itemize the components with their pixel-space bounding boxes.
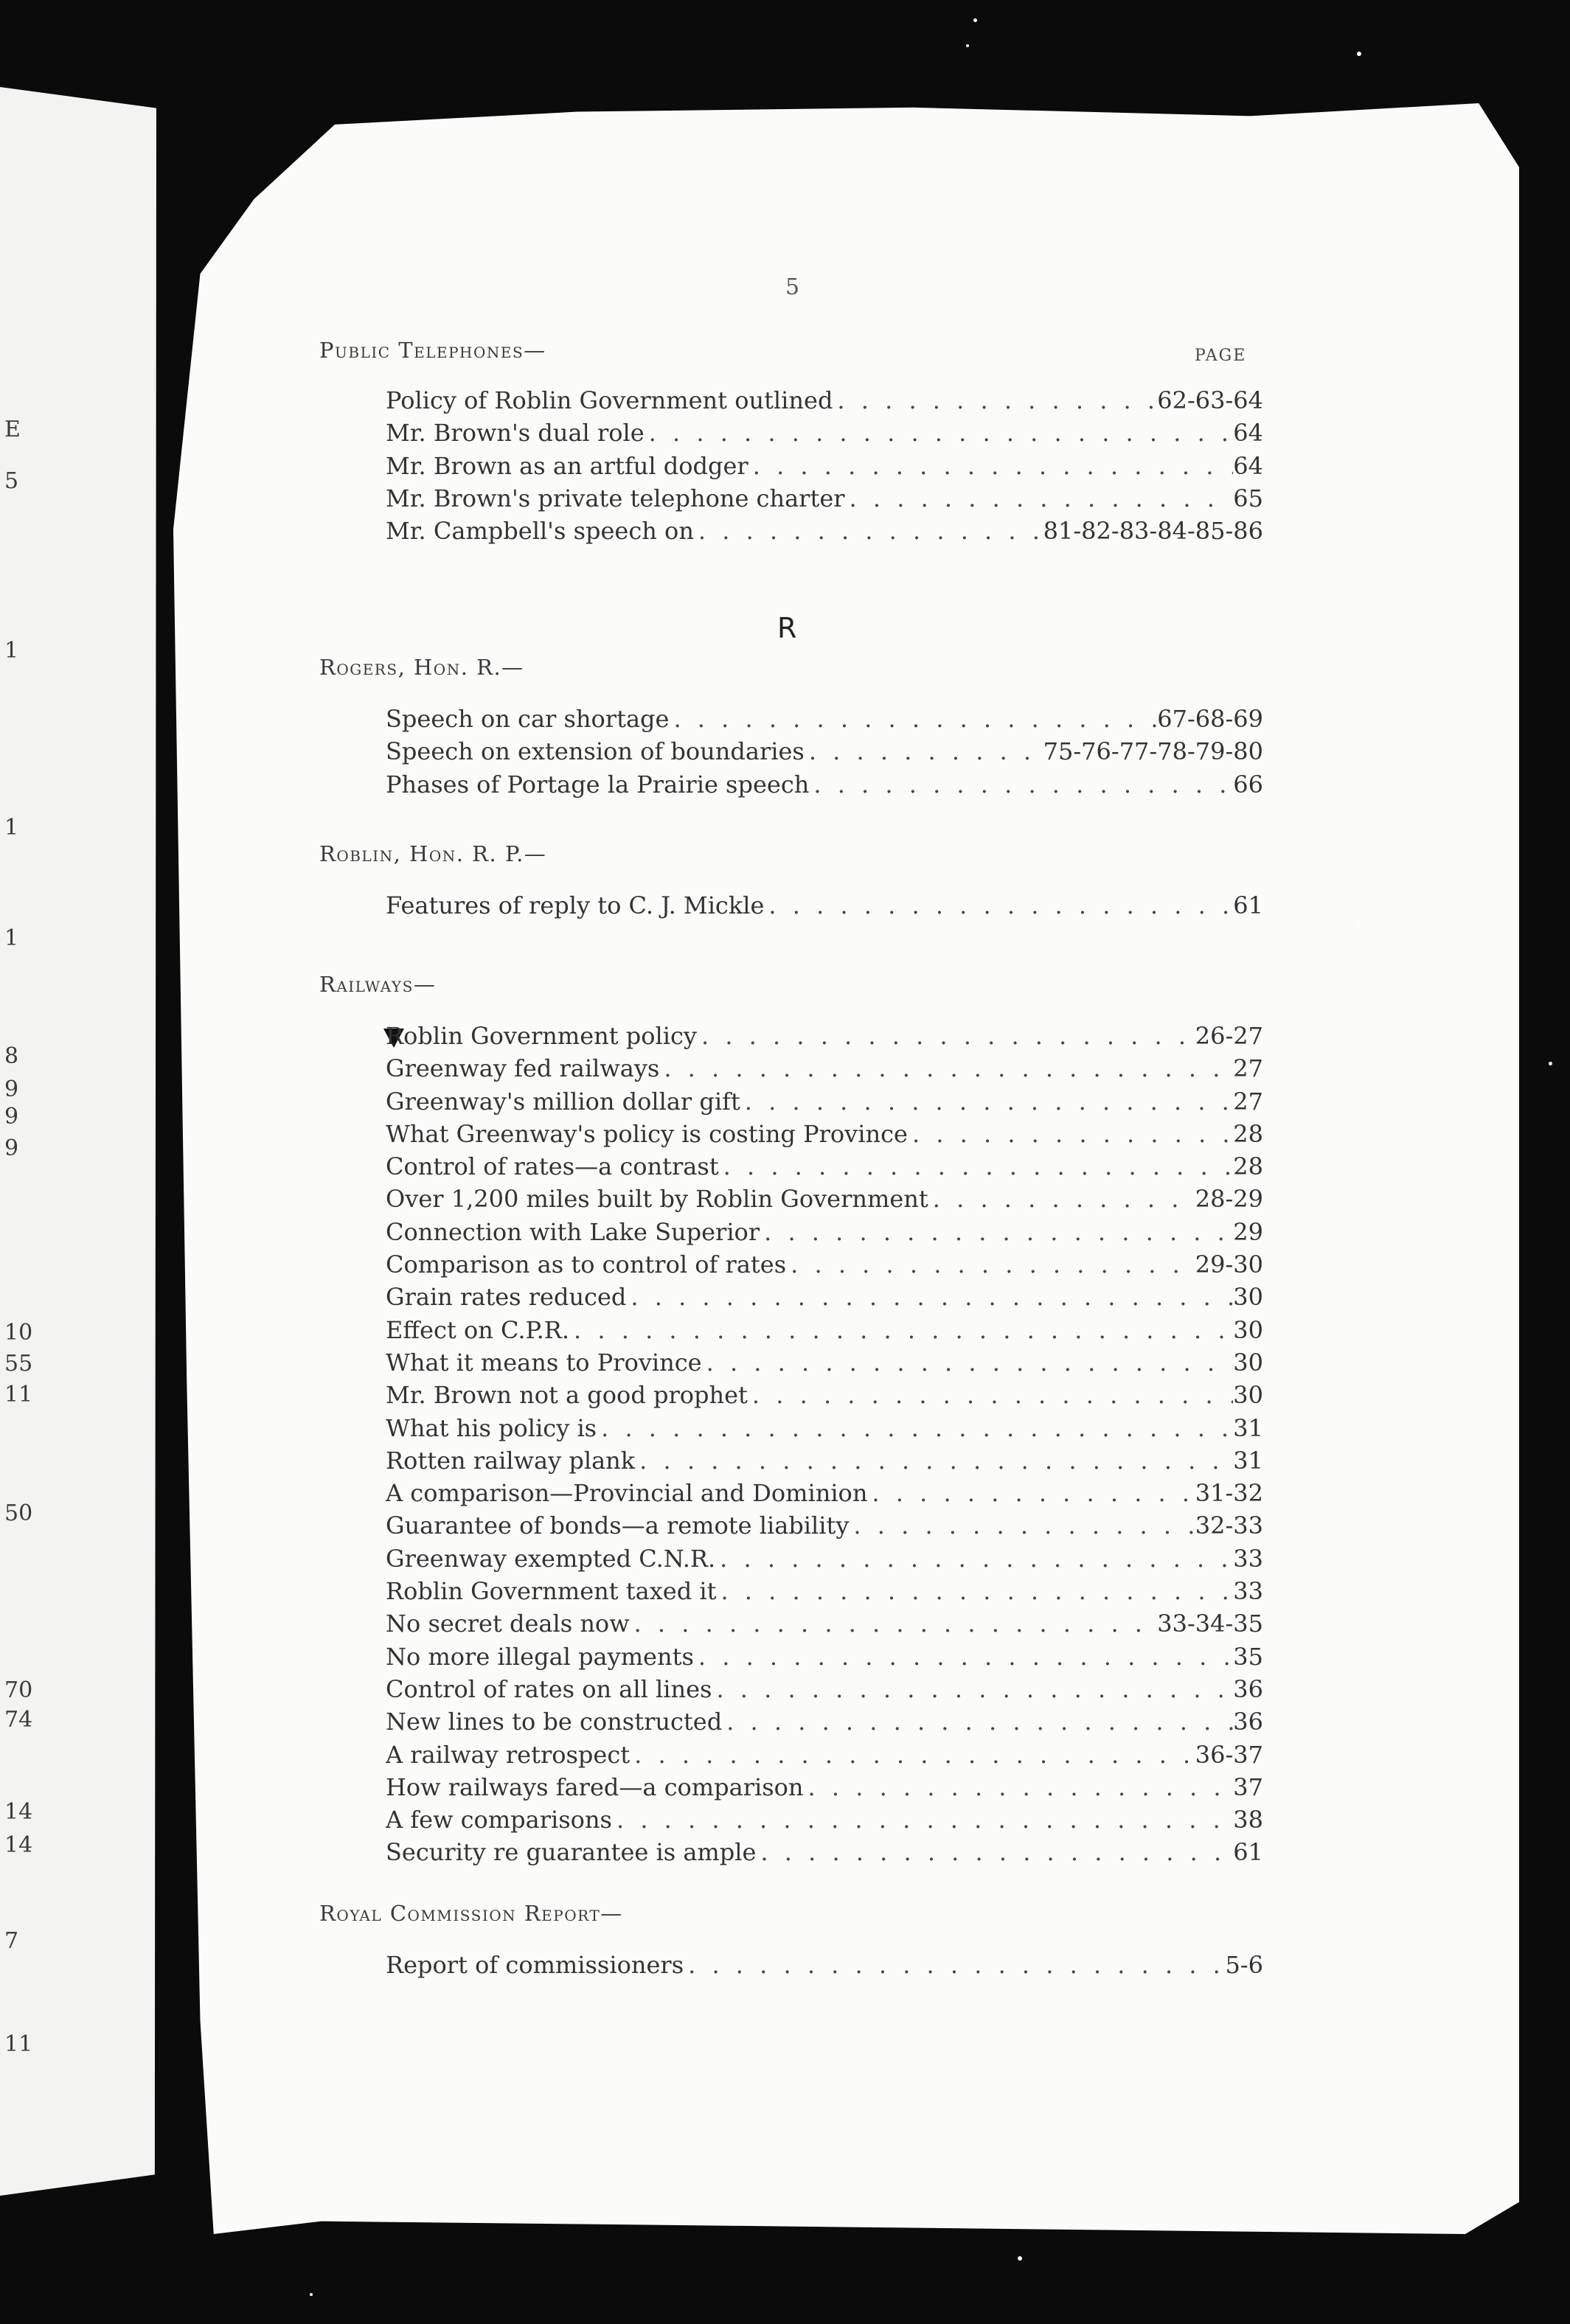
letter-heading: R (777, 612, 797, 644)
entry-pages: 36 (1233, 1708, 1263, 1736)
leader-dots (740, 1085, 1233, 1118)
index-entry (386, 768, 1263, 801)
entry-pages: 29-30 (1195, 1250, 1263, 1279)
entry-title: Mr. Brown not a good prophet (386, 1381, 748, 1410)
index-entry (386, 1314, 1263, 1346)
entry-title: Greenway's million dollar gift (386, 1087, 740, 1116)
index-entry (386, 889, 1263, 922)
leader-dots (716, 1575, 1233, 1607)
index-entry (386, 1575, 1263, 1607)
entry-title: Rotten railway plank (386, 1446, 636, 1475)
entry-title: Over 1,200 miles built by Roblin Government (386, 1185, 928, 1214)
leader-dots (845, 482, 1234, 515)
speck-mark (1357, 52, 1361, 56)
index-entry (386, 1477, 1263, 1509)
index-entry (386, 1118, 1263, 1150)
leader-dots (908, 1118, 1233, 1150)
entry-pages: 27 (1233, 1054, 1263, 1083)
previous-page-number: 10 (4, 1320, 33, 1346)
entry-title: Greenway exempted C.N.R. (386, 1544, 716, 1573)
entry-pages: 36-37 (1195, 1740, 1263, 1769)
entry-title: Greenway fed railways (386, 1054, 660, 1083)
index-entry (386, 515, 1263, 547)
leader-dots (635, 1444, 1233, 1477)
entry-title: Mr. Brown's dual role (386, 419, 645, 448)
page-column-label: PAGE (1195, 347, 1247, 365)
index-entry (386, 1052, 1263, 1085)
entry-title: A railway retrospect (386, 1740, 631, 1769)
index-entry (386, 1509, 1263, 1542)
previous-page-number: 14 (4, 1832, 33, 1858)
entry-title: Control of rates—a contrast (386, 1152, 719, 1181)
previous-page-number: 70 (4, 1677, 33, 1703)
index-entry (386, 1607, 1263, 1640)
leader-dots (809, 768, 1233, 801)
leader-dots (694, 515, 1043, 547)
entry-pages: 28-29 (1195, 1185, 1263, 1214)
leader-dots (760, 1216, 1233, 1248)
index-entry (386, 1542, 1263, 1575)
entry-pages: 61 (1233, 891, 1263, 919)
previous-page-number: E (4, 417, 21, 442)
entry-pages: 31 (1233, 1446, 1263, 1475)
entry-title: What his policy is (386, 1413, 597, 1442)
entry-pages: 30 (1233, 1283, 1263, 1312)
entry-pages: 30 (1233, 1348, 1263, 1377)
leader-dots (748, 450, 1234, 482)
leader-dots (630, 1739, 1195, 1771)
entry-pages: 62-63-64 (1157, 386, 1263, 414)
entry-list (319, 1949, 1263, 1981)
entry-pages: 75-76-77-78-79-80 (1043, 737, 1263, 766)
previous-page-number: 9 (4, 1076, 19, 1102)
entry-title: Mr. Brown's private telephone charter (386, 484, 845, 512)
index-entry (386, 1673, 1263, 1705)
index-entry (386, 1216, 1263, 1248)
entry-title: Mr. Campbell's speech on (386, 517, 694, 546)
entry-title: Connection with Lake Superior (386, 1217, 760, 1246)
index-entry (386, 450, 1263, 482)
previous-page-number: 7 (4, 1928, 19, 1954)
index-entry (386, 1379, 1263, 1411)
entry-title: Roblin Government policy (386, 1022, 697, 1050)
entry-pages: 37 (1233, 1772, 1263, 1801)
leader-dots (712, 1673, 1233, 1705)
entry-pages: 36 (1233, 1674, 1263, 1703)
leader-dots (630, 1607, 1158, 1640)
leader-dots (702, 1346, 1234, 1379)
entry-list (319, 384, 1263, 547)
previous-page-number: 5 (4, 468, 19, 494)
leader-dots (612, 1803, 1233, 1836)
section-heading: Royal Commission Report— (319, 1901, 623, 1926)
leader-dots (694, 1641, 1233, 1673)
leader-dots (849, 1509, 1195, 1542)
entry-pages: 33 (1233, 1544, 1263, 1573)
leader-dots (786, 1248, 1195, 1281)
previous-page-number: 11 (4, 2031, 33, 2057)
leader-dots (805, 735, 1043, 768)
entry-title: Speech on extension of boundaries (386, 737, 805, 766)
index-entry (386, 1705, 1263, 1738)
leader-dots (833, 384, 1157, 417)
leader-dots (867, 1477, 1195, 1509)
entry-pages: 32-33 (1195, 1511, 1263, 1540)
entry-pages: 66 (1233, 770, 1263, 799)
entry-pages: 29 (1233, 1217, 1263, 1246)
entry-pages: 26-27 (1195, 1022, 1263, 1050)
entry-title: Report of commissioners (386, 1951, 684, 1979)
entry-pages: 38 (1233, 1806, 1263, 1834)
entry-pages: 31 (1233, 1413, 1263, 1442)
leader-dots (719, 1150, 1234, 1183)
entry-list (319, 889, 1263, 922)
leader-dots (722, 1705, 1233, 1738)
entry-title: Mr. Brown as an artful dodger (386, 451, 748, 480)
index-entry (386, 1150, 1263, 1183)
section-heading: Roblin, Hon. R. P.— (319, 841, 547, 866)
entry-list (319, 1020, 1263, 1869)
section-heading: Public Telephones— (319, 338, 546, 363)
leader-dots (597, 1412, 1233, 1444)
entry-title: How railways fared—a comparison (386, 1772, 804, 1801)
entry-title: Security re guarantee is ample (386, 1838, 757, 1867)
entry-title: Phases of Portage la Prairie speech (386, 770, 810, 799)
index-section (319, 653, 1263, 801)
entry-title: Roblin Government taxed it (386, 1577, 717, 1606)
entry-pages: 64 (1233, 419, 1263, 448)
index-section (319, 1899, 1263, 1981)
entry-pages: 33-34-35 (1157, 1610, 1263, 1638)
leader-dots (756, 1836, 1233, 1868)
leader-dots (626, 1281, 1233, 1313)
leader-dots (569, 1314, 1233, 1346)
index-entry (386, 482, 1263, 515)
index-entry (386, 1412, 1263, 1444)
entry-pages: 27 (1233, 1087, 1263, 1116)
entry-title: A comparison—Provincial and Dominion (386, 1479, 868, 1508)
entry-title: No more illegal payments (386, 1642, 694, 1671)
entry-title: Policy of Roblin Government outlined (386, 386, 833, 414)
index-entry (386, 1183, 1263, 1215)
previous-page-number: 1 (4, 815, 19, 841)
entry-title: What Greenway's policy is costing Province (386, 1119, 908, 1148)
leader-dots (659, 1052, 1233, 1085)
index-entry (386, 1444, 1263, 1477)
speck-mark (310, 2293, 313, 2296)
entry-pages: 61 (1233, 1838, 1263, 1867)
index-entry (386, 1949, 1263, 1981)
previous-page-edge (0, 87, 156, 2196)
entry-title: Comparison as to control of rates (386, 1250, 787, 1279)
entry-title: Speech on car shortage (386, 705, 670, 733)
index-entry (386, 1836, 1263, 1868)
previous-page-number: 14 (4, 1799, 33, 1825)
entry-title: Control of rates on all lines (386, 1674, 712, 1703)
previous-page-number: 9 (4, 1135, 19, 1161)
entry-title: Effect on C.P.R. (386, 1315, 570, 1344)
previous-page-number: 74 (4, 1707, 33, 1733)
previous-page-number: 9 (4, 1104, 19, 1130)
leader-dots (928, 1183, 1195, 1215)
index-section (319, 839, 1263, 922)
section-heading: Railways— (319, 972, 437, 997)
speck-mark (1549, 1062, 1552, 1065)
entry-title: What it means to Province (386, 1348, 702, 1377)
previous-page-number: 1 (4, 638, 19, 664)
entry-pages: 28 (1233, 1119, 1263, 1148)
speck-mark (1018, 2256, 1022, 2261)
previous-page-number: 55 (4, 1351, 33, 1377)
entry-list (319, 703, 1263, 801)
index-entry (386, 1346, 1263, 1379)
previous-page-number: 8 (4, 1043, 19, 1069)
index-entry (386, 1020, 1263, 1052)
leader-dots (669, 703, 1157, 735)
leader-dots (697, 1020, 1195, 1052)
leader-dots (764, 889, 1233, 922)
entry-pages: 64 (1233, 451, 1263, 480)
leader-dots (804, 1771, 1234, 1803)
index-section (319, 335, 1263, 547)
speck-mark (973, 18, 977, 22)
entry-pages: 65 (1233, 484, 1263, 512)
entry-title: No secret deals now (386, 1610, 630, 1638)
entry-pages: 30 (1233, 1315, 1263, 1344)
entry-pages: 67-68-69 (1157, 705, 1263, 733)
section-heading: Rogers, Hon. R.— (319, 655, 524, 680)
leader-dots (748, 1379, 1233, 1411)
index-entry (386, 1641, 1263, 1673)
speck-mark (1357, 922, 1360, 925)
page-number: 5 (785, 274, 800, 300)
entry-title: Grain rates reduced (386, 1283, 627, 1312)
index-entry (386, 703, 1263, 735)
index-entry (386, 1771, 1263, 1803)
entry-pages: 30 (1233, 1381, 1263, 1410)
entry-pages: 5-6 (1225, 1951, 1263, 1979)
entry-title: New lines to be constructed (386, 1708, 723, 1736)
entry-title: A few comparisons (386, 1806, 612, 1834)
index-entry (386, 1085, 1263, 1118)
index-entry (386, 1248, 1263, 1281)
previous-page-number: 50 (4, 1500, 33, 1526)
speck-mark (966, 44, 969, 47)
entry-pages: 81-82-83-84-85-86 (1043, 517, 1263, 546)
entry-pages: 31-32 (1195, 1479, 1263, 1508)
previous-page-number: 1 (4, 925, 19, 951)
entry-pages: 28 (1233, 1152, 1263, 1181)
index-entry (386, 735, 1263, 768)
index-entry (386, 1803, 1263, 1836)
entry-pages: 35 (1233, 1642, 1263, 1671)
index-entry (386, 1281, 1263, 1313)
leader-dots (645, 417, 1234, 449)
leader-dots (715, 1542, 1233, 1575)
entry-title: Features of reply to C. J. Mickle (386, 891, 765, 919)
previous-page-number: 11 (4, 1382, 33, 1408)
entry-pages: 33 (1233, 1577, 1263, 1606)
index-section (319, 970, 1263, 1869)
index-entry (386, 384, 1263, 417)
index-entry (386, 417, 1263, 449)
index-entry (386, 1739, 1263, 1771)
entry-title: Guarantee of bonds—a remote liability (386, 1511, 850, 1540)
leader-dots (684, 1949, 1225, 1981)
